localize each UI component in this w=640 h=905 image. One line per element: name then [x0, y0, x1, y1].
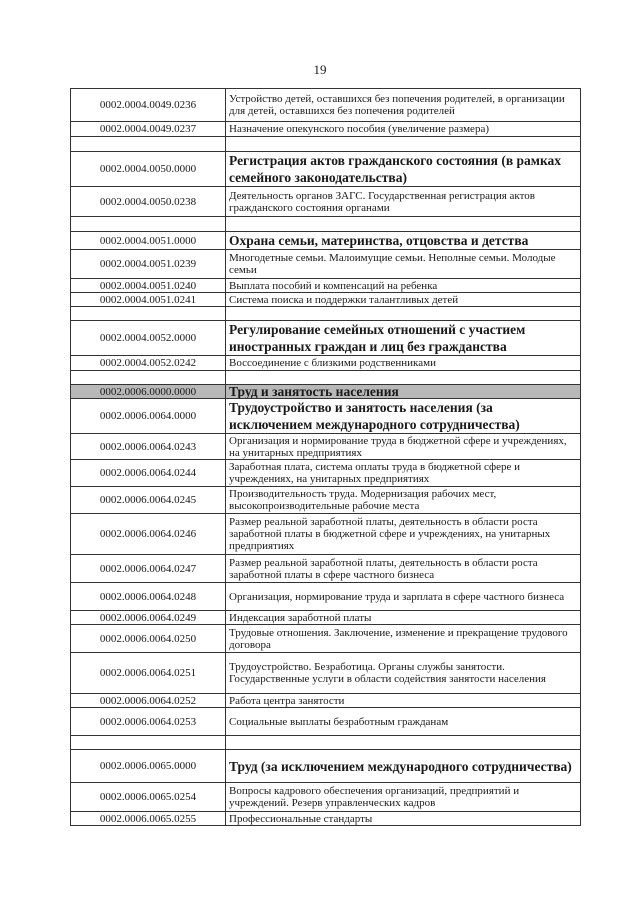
code-cell: 0002.0004.0052.0242 — [71, 356, 226, 371]
table-row — [71, 708, 581, 736]
spacer-cell — [226, 736, 581, 750]
table-row — [71, 89, 581, 122]
code-cell: 0002.0006.0064.0243 — [71, 434, 226, 460]
spacer-row — [71, 137, 581, 152]
spacer-cell — [71, 137, 226, 152]
description-cell: Многодетные семьи. Малоимущие семьи. Неполные семьи. Молодые семьи — [226, 250, 581, 279]
code-cell: 0002.0006.0064.0252 — [71, 694, 226, 708]
code-cell: 0002.0006.0064.0253 — [71, 708, 226, 736]
description-cell: Трудоустройство. Безработица. Органы службы занятости. Государственные услуги в области содействия занятости населения — [226, 653, 581, 694]
table-row — [71, 583, 581, 611]
code-cell: 0002.0004.0050.0000 — [71, 152, 226, 187]
classifier-table — [70, 88, 581, 826]
table-row — [71, 625, 581, 653]
spacer-cell — [71, 736, 226, 750]
table-row — [71, 694, 581, 708]
code-cell: 0002.0006.0064.0246 — [71, 514, 226, 555]
spacer-cell — [226, 307, 581, 321]
code-cell: 0002.0004.0050.0238 — [71, 187, 226, 217]
description-cell: Производительность труда. Модернизация рабочих мест, высокопроизводительные рабочие места — [226, 487, 581, 514]
description-cell: Труд и занятость населения — [226, 385, 581, 399]
section-header-row — [71, 750, 581, 783]
spacer-row — [71, 307, 581, 321]
description-cell: Деятельность органов ЗАГС. Государственная регистрация актов гражданского состояния органами — [226, 187, 581, 217]
section-header-row — [71, 399, 581, 434]
code-cell: 0002.0006.0064.0249 — [71, 611, 226, 625]
spacer-row — [71, 736, 581, 750]
table-row — [71, 653, 581, 694]
section-header-row — [71, 152, 581, 187]
code-cell: 0002.0004.0051.0241 — [71, 293, 226, 307]
description-cell: Система поиска и поддержки талантливых детей — [226, 293, 581, 307]
spacer-cell — [226, 217, 581, 232]
code-cell: 0002.0004.0049.0237 — [71, 122, 226, 137]
code-cell: 0002.0006.0064.0247 — [71, 555, 226, 583]
code-cell: 0002.0004.0051.0240 — [71, 279, 226, 293]
spacer-cell — [226, 371, 581, 385]
code-cell: 0002.0006.0065.0000 — [71, 750, 226, 783]
spacer-cell — [226, 137, 581, 152]
spacer-row — [71, 371, 581, 385]
spacer-cell — [71, 307, 226, 321]
spacer-cell — [71, 371, 226, 385]
page-number: 19 — [313, 62, 327, 77]
description-cell: Работа центра занятости — [226, 694, 581, 708]
description-cell: Индексация заработной платы — [226, 611, 581, 625]
description-cell: Профессиональные стандарты — [226, 812, 581, 826]
table-row — [71, 279, 581, 293]
description-cell: Социальные выплаты безработным гражданам — [226, 708, 581, 736]
description-cell: Вопросы кадрового обеспечения организаций, предприятий и учреждений. Резерв управленческих кадров — [226, 783, 581, 812]
code-cell: 0002.0004.0052.0000 — [71, 321, 226, 356]
spacer-cell — [71, 217, 226, 232]
description-cell: Труд (за исключением международного сотрудничества) — [226, 750, 581, 783]
description-cell: Охрана семьи, материнства, отцовства и детства — [226, 232, 581, 250]
code-cell: 0002.0006.0064.0251 — [71, 653, 226, 694]
section-header-row — [71, 321, 581, 356]
table-row — [71, 250, 581, 279]
table-row — [71, 187, 581, 217]
description-cell: Трудоустройство и занятость населения (за исключением международного сотрудничества) — [226, 399, 581, 434]
code-cell: 0002.0006.0064.0244 — [71, 460, 226, 487]
code-cell: 0002.0006.0065.0255 — [71, 812, 226, 826]
table-row — [71, 611, 581, 625]
section-header-row — [71, 232, 581, 250]
code-cell: 0002.0006.0064.0250 — [71, 625, 226, 653]
description-cell: Размер реальной заработной платы, деятельность в области роста заработной платы в сфере частного бизнеса — [226, 555, 581, 583]
table-row — [71, 460, 581, 487]
description-cell: Регистрация актов гражданского состояния (в рамках семейного законодательства) — [226, 152, 581, 187]
description-cell: Организация, нормирование труда и зарплата в сфере частного бизнеса — [226, 583, 581, 611]
description-cell: Воссоединение с близкими родственниками — [226, 356, 581, 371]
table-row — [71, 487, 581, 514]
description-cell: Регулирование семейных отношений с участием иностранных граждан и лиц без гражданства — [226, 321, 581, 356]
description-cell: Организация и нормирование труда в бюджетной сфере и учреждениях, на унитарных предприятиях — [226, 434, 581, 460]
description-cell: Выплата пособий и компенсаций на ребенка — [226, 279, 581, 293]
table-row — [71, 514, 581, 555]
description-cell: Трудовые отношения. Заключение, изменение и прекращение трудового договора — [226, 625, 581, 653]
code-cell: 0002.0006.0064.0248 — [71, 583, 226, 611]
description-cell: Устройство детей, оставшихся без попечения родителей, в организации для детей, оставшихся без попечения родителей — [226, 89, 581, 122]
description-cell: Размер реальной заработной платы, деятельность в области роста заработной платы в бюджетной сфере и учреждениях, на унитарных предприятиях — [226, 514, 581, 555]
table-row — [71, 434, 581, 460]
table-row — [71, 812, 581, 826]
code-cell: 0002.0004.0049.0236 — [71, 89, 226, 122]
code-cell: 0002.0006.0064.0000 — [71, 399, 226, 434]
description-cell: Назначение опекунского пособия (увеличение размера) — [226, 122, 581, 137]
category-header-row — [71, 385, 581, 399]
spacer-row — [71, 217, 581, 232]
table-row — [71, 356, 581, 371]
table-row — [71, 122, 581, 137]
table-row — [71, 555, 581, 583]
table-row — [71, 783, 581, 812]
table-row — [71, 293, 581, 307]
code-cell: 0002.0006.0064.0245 — [71, 487, 226, 514]
code-cell: 0002.0004.0051.0239 — [71, 250, 226, 279]
classifier-table-body — [71, 89, 581, 826]
code-cell: 0002.0004.0051.0000 — [71, 232, 226, 250]
code-cell: 0002.0006.0000.0000 — [71, 385, 226, 399]
code-cell: 0002.0006.0065.0254 — [71, 783, 226, 812]
description-cell: Заработная плата, система оплаты труда в бюджетной сфере и учреждениях, на унитарных предприятиях — [226, 460, 581, 487]
